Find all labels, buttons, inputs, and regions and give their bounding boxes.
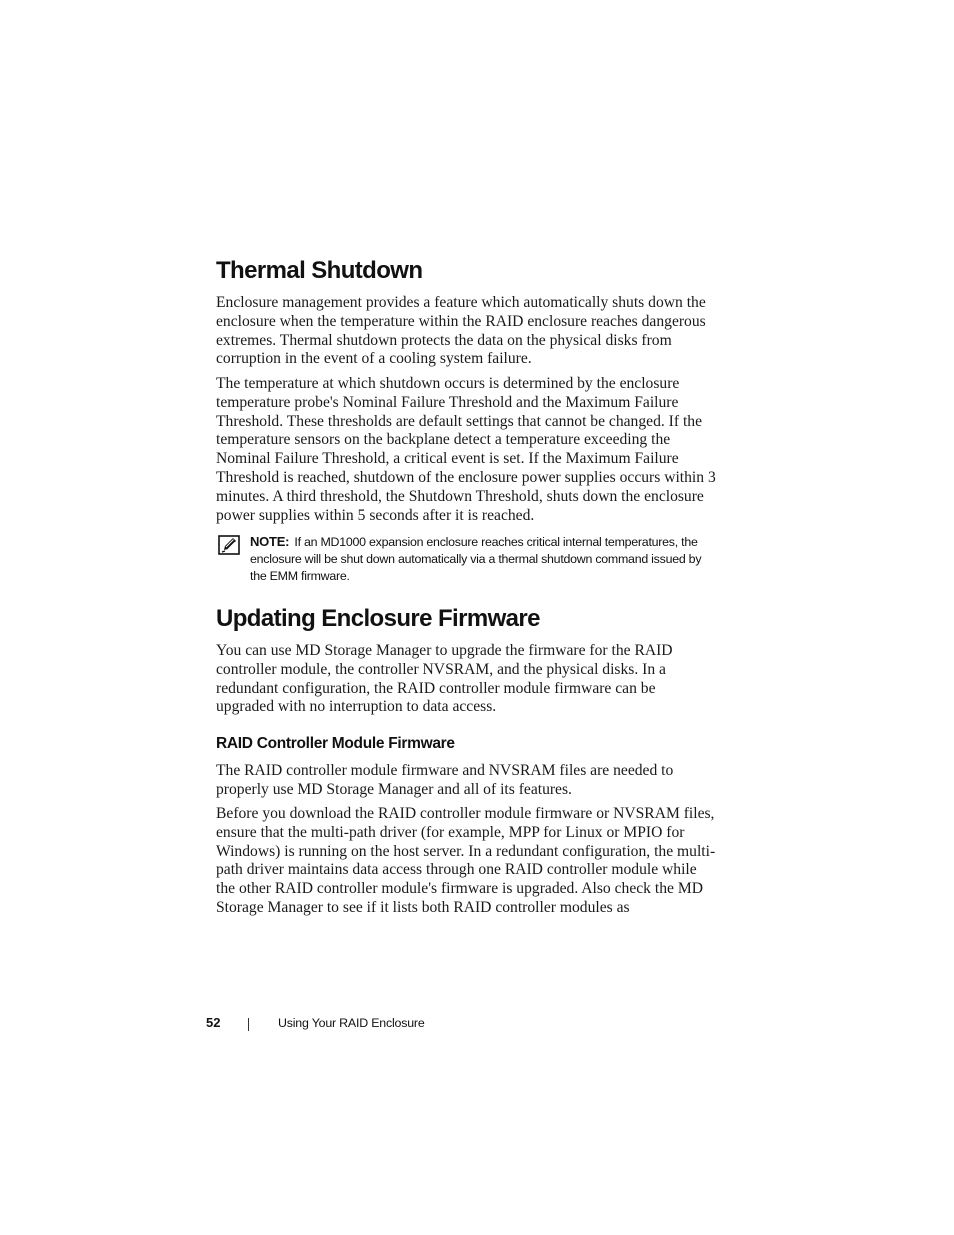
section-heading-updating-firmware: Updating Enclosure Firmware (216, 605, 540, 632)
page-number: 52 (206, 1015, 221, 1030)
footer-chapter-title: Using Your RAID Enclosure (278, 1016, 425, 1030)
note-text: If an MD1000 expansion enclosure reaches critical internal temperatures, the enclosure will be shut down automatically via a thermal shutdown command issued by the EMM firmware. (250, 535, 702, 583)
footer-separator (248, 1018, 249, 1031)
section-heading-thermal-shutdown: Thermal Shutdown (216, 257, 423, 284)
paragraph-firmware-intro: You can use MD Storage Manager to upgrade the firmware for the RAID controller module, the controller NVSRAM, and the physical disks. In a redundant configuration, the RAID controller module firmware can be upgraded with no interruption to data access. (216, 642, 673, 716)
note-label: NOTE: (250, 534, 290, 549)
note-pencil-icon (218, 535, 240, 555)
page-footer (0, 1015, 954, 1035)
paragraph-raid-fw-download: Before you download the RAID controller module firmware or NVSRAM files, ensure that the multi-path driver (for example, MPP for Linux or MPIO for Windows) is running on the host server. In a redundant configuration, the multi-path driver maintains data access through one RAID controller module while the other RAID controller module's firmware is upgraded. Also check the MD Storage Manager to see if it lists both RAID controller modules as (216, 805, 716, 916)
subsection-heading-raid-controller-firmware: RAID Controller Module Firmware (216, 735, 455, 752)
paragraph-raid-fw-files: The RAID controller module firmware and NVSRAM files are needed to properly use MD Storage Manager and all of its features. (216, 762, 674, 798)
note-callout (216, 533, 716, 585)
paragraph-thermal-intro: Enclosure management provides a feature which automatically shuts down the enclosure when the temperature within the RAID enclosure reaches dangerous extremes. Thermal shutdown protects the data on the physical disks from corruption in the event of a cooling system failure. (216, 294, 706, 368)
paragraph-thermal-thresholds: The temperature at which shutdown occurs is determined by the enclosure temperature probe's Nominal Failure Threshold and the Maximum Failure Threshold. These thresholds are default settings that cannot be changed. If the temperature sensors on the backplane detect a temperature exceeding the Nominal Failure Threshold, a critical event is set. If the Maximum Failure Threshold is reached, shutdown of the enclosure power supplies occurs within 3 minutes. A third threshold, the Shutdown Threshold, shuts down the enclosure power supplies within 5 seconds after it is reached. (216, 375, 716, 524)
